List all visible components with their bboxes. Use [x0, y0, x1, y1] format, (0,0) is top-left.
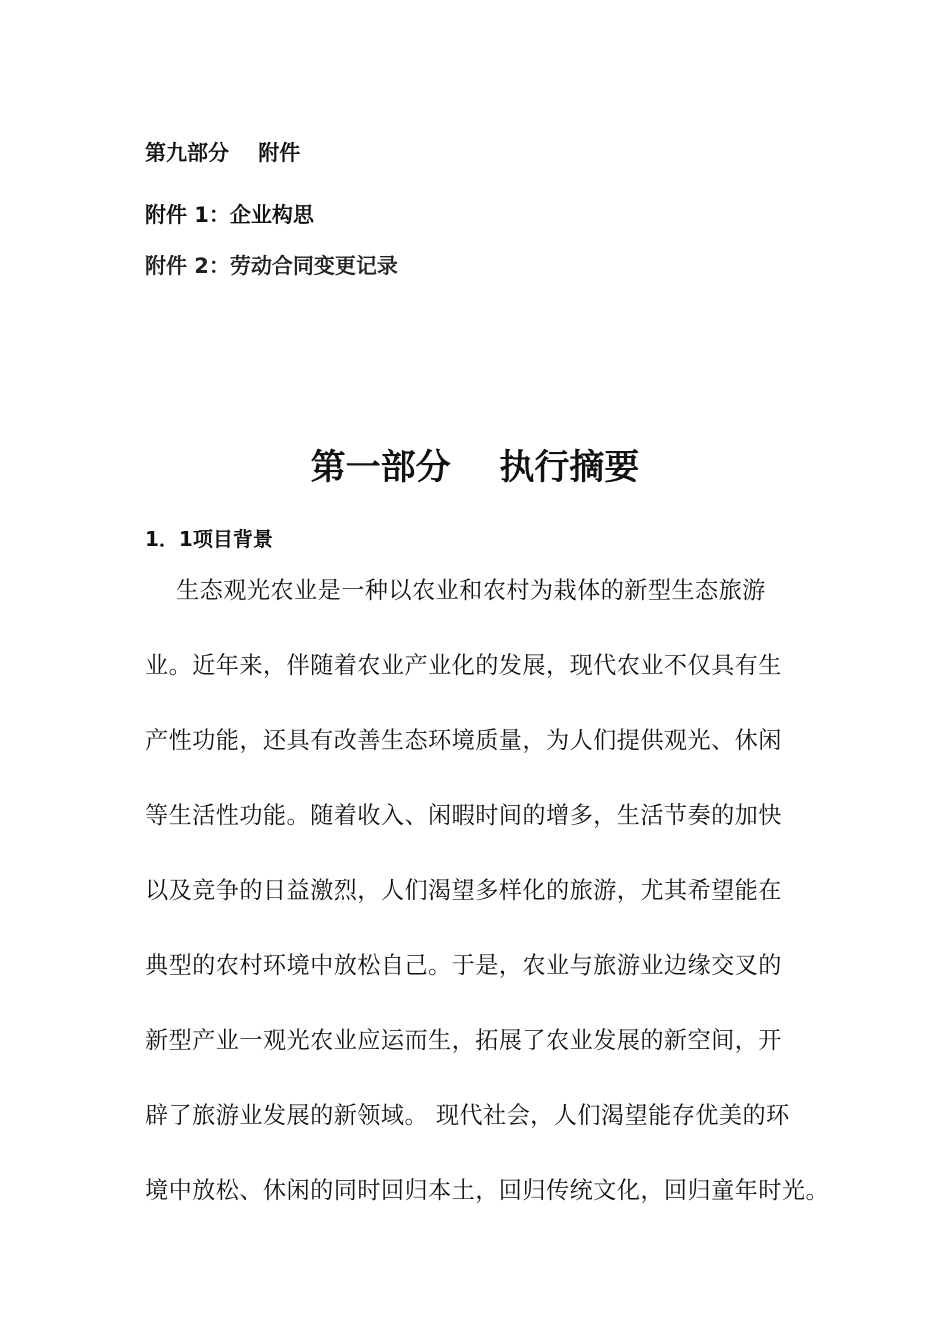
body-line-8: 辟了旅游业发展的新领域。 现代社会，人们渴望能存优美的环: [145, 1102, 790, 1129]
body-line-3: 产性功能，还具有改善生态环境质量，为人们提供观光、休闲: [145, 727, 782, 754]
body-line-1: 生态观光农业是一种以农业和农村为栽体的新型生态旅游: [145, 577, 766, 604]
part-title: 第一部分 执行摘要: [310, 448, 640, 488]
appendix-heading: 第九部分 附件: [145, 141, 301, 165]
body-line-6: 典型的农村环境中放松自己。于是，农业与旅游业边缘交叉的: [145, 952, 782, 979]
body-line-2: 业。近年来，伴随着农业产业化的发展，现代农业不仅具有生: [145, 652, 782, 679]
body-line-5: 以及竞争的日益激烈，人们渴望多样化的旅游，尤其希望能在: [145, 877, 782, 904]
appendix-item-1: 附件 1：企业构思: [145, 203, 314, 227]
appendix-item-2: 附件 2：劳动合同变更记录: [145, 254, 398, 278]
body-line-4: 等生活性功能。随着收入、闲暇时间的增多，生活节奏的加快: [145, 802, 782, 829]
section-title: 1．1项目背景: [145, 527, 273, 551]
body-line-9: 境中放松、休闲的同时回归本土，回归传统文化，回归童年时光。: [145, 1177, 830, 1204]
body-line-7: 新型产业一观光农业应运而生，拓展了农业发展的新空间，开: [145, 1027, 782, 1054]
